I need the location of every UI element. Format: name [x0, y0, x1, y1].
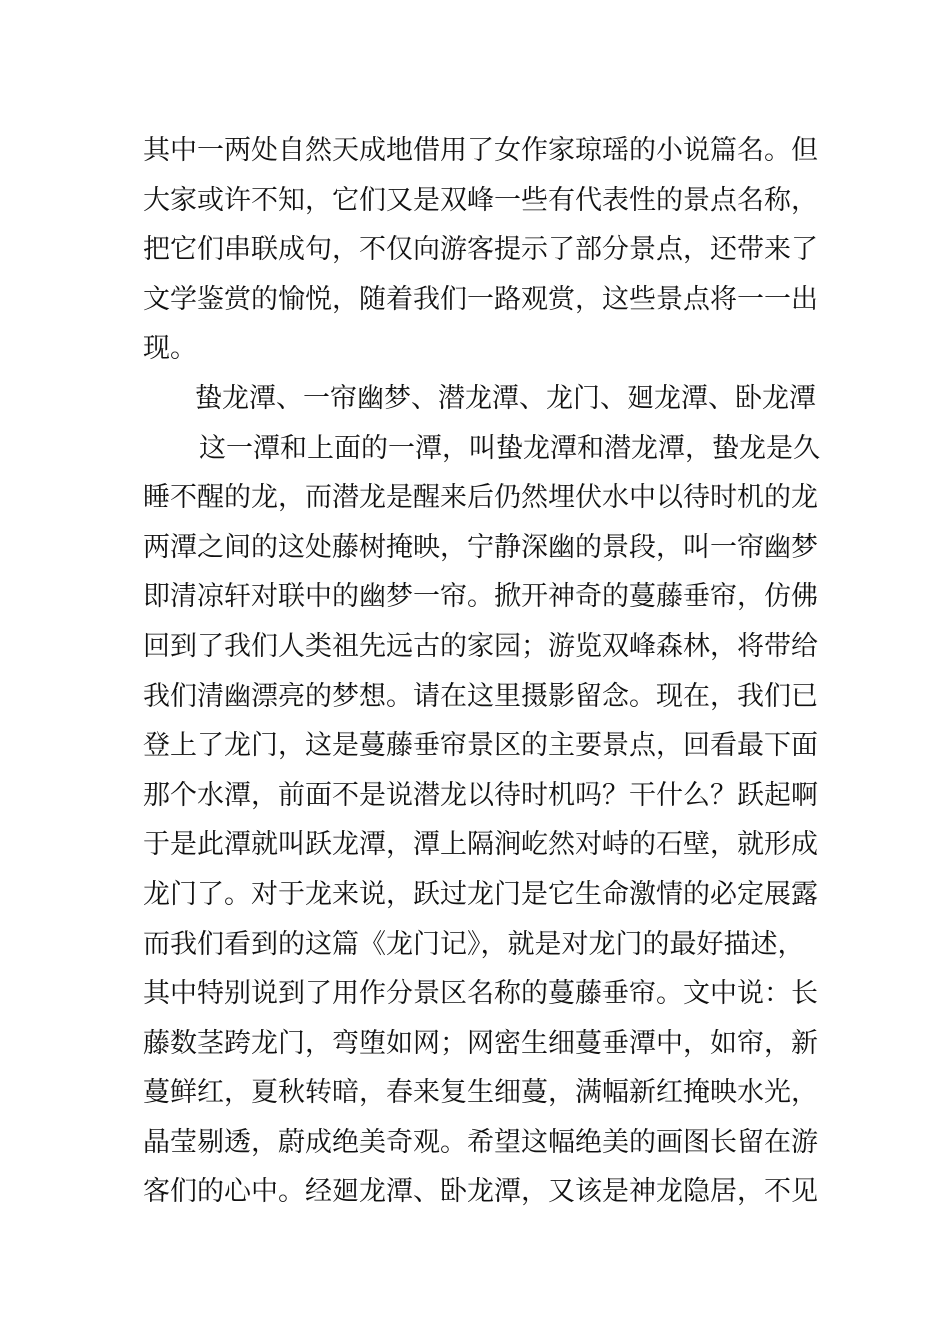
text-line: 我们清幽漂亮的梦想。请在这里摄影留念。现在，我们已	[143, 680, 818, 712]
text-line: 藤数茎跨龙门，弯堕如网；网密生细蔓垂潭中，如帘，新	[143, 1027, 818, 1059]
text-line: 两潭之间的这处藤树掩映，宁静深幽的景段，叫一帘幽梦	[143, 531, 818, 563]
section-heading: 蛰龙潭、一帘幽梦、潜龙潭、龙门、廻龙潭、卧龙潭	[195, 382, 816, 414]
text-line: 其中特别说到了用作分景区名称的蔓藤垂帘。文中说：长	[143, 978, 818, 1010]
text-line: 把它们串联成句，不仅向游客提示了部分景点，还带来了	[143, 234, 818, 266]
text-line: 其中一两处自然天成地借用了女作家琼瑶的小说篇名。但	[143, 135, 818, 166]
text-line: 大家或许不知，它们又是双峰一些有代表性的景点名称，	[143, 184, 818, 216]
text-line: 于是此潭就叫跃龙潭，潭上隔涧屹然对峙的石壁，就形成	[143, 829, 818, 861]
text-line: 龙门了。对于龙来说，跃过龙门是它生命激情的必定展露	[143, 878, 818, 910]
text-line: 文学鉴赏的愉悦，随着我们一路观赏，这些景点将一一出	[143, 283, 818, 315]
text-line: 蔓鲜红，夏秋转暗，春来复生细蔓，满幅新红掩映水光，	[143, 1077, 818, 1109]
text-line: 晶莹剔透，蔚成绝美奇观。希望这幅绝美的画图长留在游	[143, 1126, 818, 1158]
text-line: 睡不醒的龙，而潜龙是醒来后仍然埋伏水中以待时机的龙	[143, 482, 818, 514]
text-line: 即清凉轩对联中的幽梦一帘。掀开神奇的蔓藤垂帘，仿佛	[143, 581, 818, 613]
text-line: 那个水潭，前面不是说潜龙以待时机吗？干什么？跃起啊	[143, 779, 818, 811]
body-text	[143, 126, 820, 1217]
text-line: 回到了我们人类祖先远古的家园；游览双峰森林，将带给	[143, 630, 818, 662]
text-line: 客们的心中。经廻龙潭、卧龙潭，又该是神龙隐居，不见	[143, 1176, 818, 1208]
text-line: 现。	[143, 333, 197, 365]
text-line: 这一潭和上面的一潭，叫蛰龙潭和潜龙潭，蛰龙是久	[199, 432, 820, 464]
text-line: 而我们看到的这篇《龙门记》，就是对龙门的最好描述，	[143, 928, 805, 960]
text-line: 登上了龙门，这是蔓藤垂帘景区的主要景点，回看最下面	[143, 730, 818, 762]
